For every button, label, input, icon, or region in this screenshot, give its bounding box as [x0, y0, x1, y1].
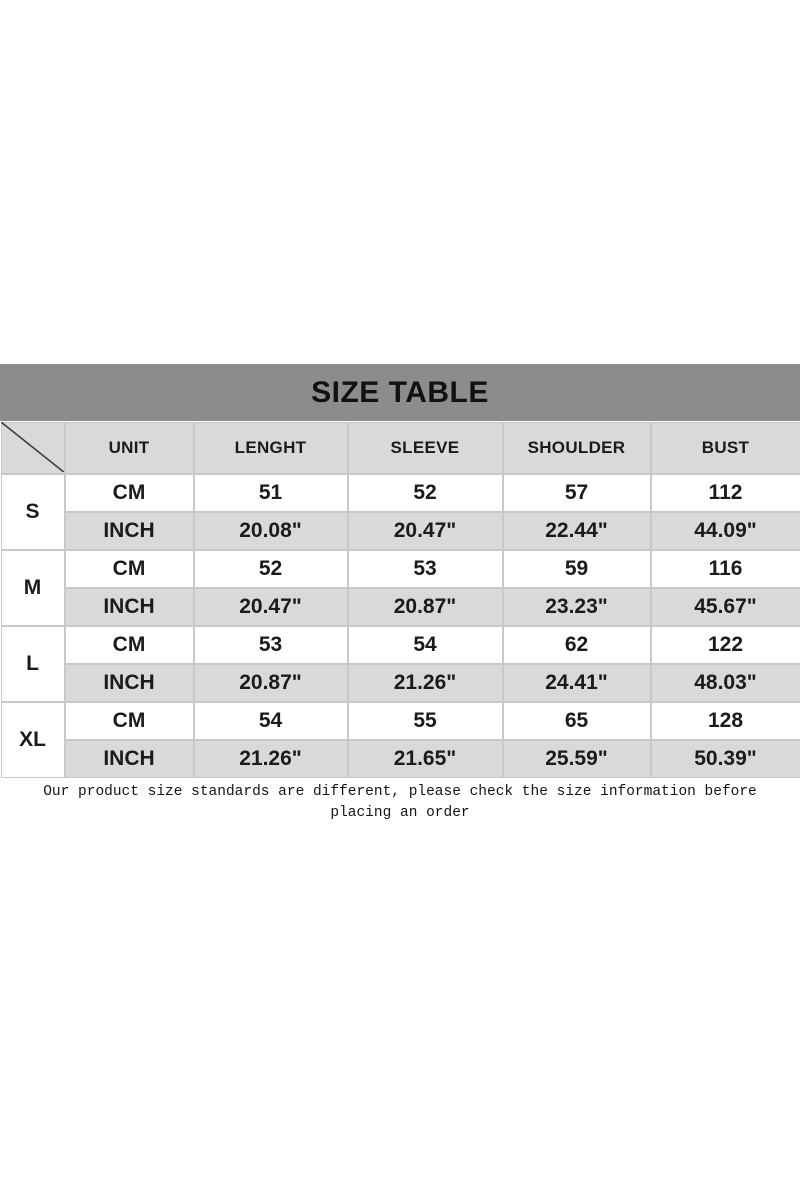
column-header-bust: BUST	[651, 422, 800, 474]
cell-unit: INCH	[65, 740, 194, 778]
cell-sleeve: 20.47"	[348, 512, 503, 550]
cell-bust: 44.09"	[651, 512, 800, 550]
size-table	[0, 421, 800, 778]
cell-shoulder: 22.44"	[503, 512, 651, 550]
cell-sleeve: 21.65"	[348, 740, 503, 778]
cell-sleeve: 52	[348, 474, 503, 512]
table-row	[1, 626, 800, 664]
cell-bust: 112	[651, 474, 800, 512]
cell-shoulder: 62	[503, 626, 651, 664]
cell-unit: CM	[65, 702, 194, 740]
table-row	[1, 588, 800, 626]
size-label-xl: XL	[1, 702, 65, 778]
cell-unit: CM	[65, 626, 194, 664]
size-table-title: SIZE TABLE	[311, 375, 489, 409]
table-row	[1, 512, 800, 550]
cell-unit: CM	[65, 550, 194, 588]
cell-length: 52	[194, 550, 348, 588]
cell-unit: INCH	[65, 664, 194, 702]
size-table-title-band	[0, 364, 800, 421]
cell-sleeve: 20.87"	[348, 588, 503, 626]
cell-unit: INCH	[65, 512, 194, 550]
cell-unit: CM	[65, 474, 194, 512]
size-note: Our product size standards are different, please check the size information before placing an order	[0, 778, 800, 830]
cell-length: 20.47"	[194, 588, 348, 626]
cell-shoulder: 65	[503, 702, 651, 740]
table-row	[1, 664, 800, 702]
column-header-unit: UNIT	[65, 422, 194, 474]
cell-bust: 128	[651, 702, 800, 740]
cell-length: 54	[194, 702, 348, 740]
cell-shoulder: 59	[503, 550, 651, 588]
cell-shoulder: 57	[503, 474, 651, 512]
cell-sleeve: 21.26"	[348, 664, 503, 702]
cell-shoulder: 24.41"	[503, 664, 651, 702]
cell-length: 20.08"	[194, 512, 348, 550]
corner-diagonal-cell	[1, 422, 65, 474]
diagonal-line-icon	[1, 422, 64, 472]
cell-sleeve: 55	[348, 702, 503, 740]
column-header-length: LENGHT	[194, 422, 348, 474]
table-row	[1, 550, 800, 588]
cell-length: 53	[194, 626, 348, 664]
cell-bust: 50.39"	[651, 740, 800, 778]
table-row	[1, 702, 800, 740]
cell-shoulder: 23.23"	[503, 588, 651, 626]
cell-shoulder: 25.59"	[503, 740, 651, 778]
cell-bust: 45.67"	[651, 588, 800, 626]
cell-length: 20.87"	[194, 664, 348, 702]
size-label-m: M	[1, 550, 65, 626]
table-row	[1, 740, 800, 778]
cell-bust: 48.03"	[651, 664, 800, 702]
cell-sleeve: 54	[348, 626, 503, 664]
size-label-s: S	[1, 474, 65, 550]
size-chart	[0, 364, 800, 830]
cell-length: 21.26"	[194, 740, 348, 778]
cell-bust: 116	[651, 550, 800, 588]
table-header-row	[1, 422, 800, 474]
column-header-shoulder: SHOULDER	[503, 422, 651, 474]
cell-sleeve: 53	[348, 550, 503, 588]
column-header-sleeve: SLEEVE	[348, 422, 503, 474]
cell-unit: INCH	[65, 588, 194, 626]
table-row	[1, 474, 800, 512]
cell-length: 51	[194, 474, 348, 512]
cell-bust: 122	[651, 626, 800, 664]
size-label-l: L	[1, 626, 65, 702]
